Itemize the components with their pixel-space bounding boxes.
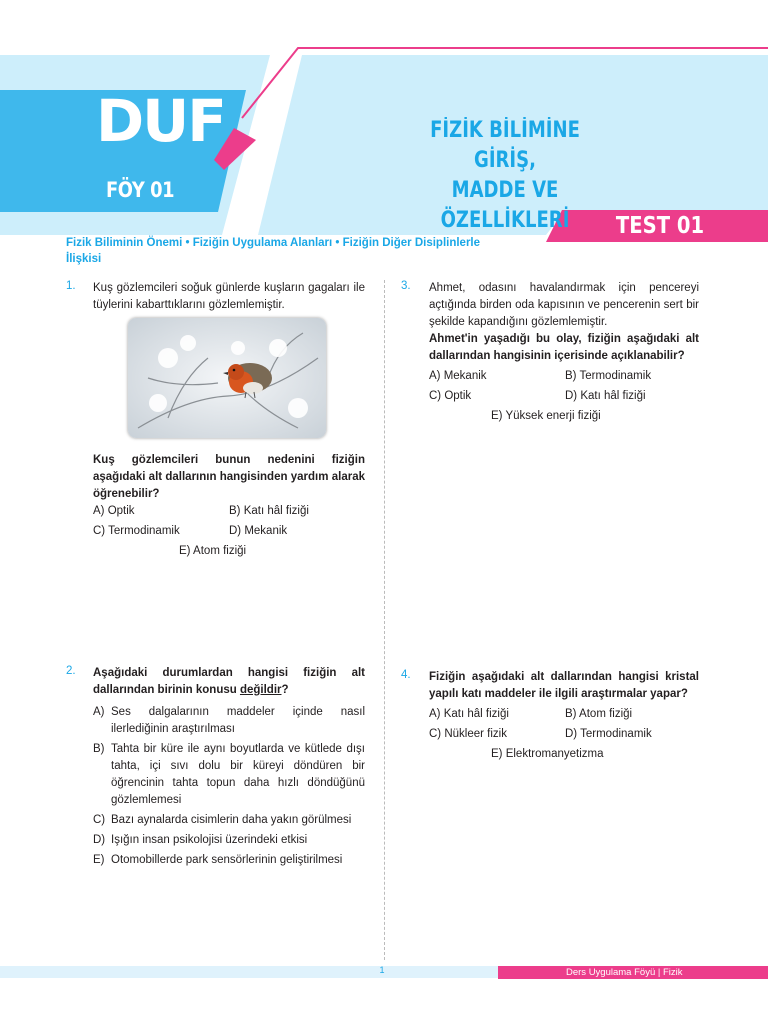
q3-option-d[interactable]: D) Katı hâl fiziği: [565, 390, 646, 402]
test-label: TEST 01: [615, 213, 705, 239]
q3-option-e[interactable]: E) Yüksek enerji fiziği: [491, 410, 601, 422]
q2-option-key: C): [93, 814, 106, 826]
q3-option-c[interactable]: C) Optik: [429, 390, 472, 402]
q3-option-b[interactable]: B) Termodinamik: [565, 370, 652, 382]
q2-option-row[interactable]: [93, 832, 365, 849]
question-1-intro: Kuş gözlemcileri soğuk günlerde kuşların gagaları ile tüylerini kabarttıklarını gözlemlemiştir.: [93, 282, 365, 311]
q2-option-key: E): [93, 854, 105, 866]
q2-option-text: Bazı aynalarda cisimlerin daha yakın görülmesi: [111, 814, 352, 826]
q2-option-text: Tahta bir küre ile aynı boyutlarda ve kütlede dışı tahta, içi sıvı dolu bir küreyi döndüren bir öğrencinin tahta topun daha hızlı döndüğünü gözlemlemesi: [111, 743, 365, 806]
question-2-options: [93, 704, 365, 872]
question-3-options: [429, 366, 719, 426]
q2-option-text: Ses dalgalarının maddeler içinde nasıl ilerlediğinin araştırılması: [111, 706, 365, 735]
q1-option-b[interactable]: B) Katı hâl fiziği: [229, 505, 309, 517]
question-2-emphasis: değildir: [239, 684, 282, 696]
question-3-stem: Ahmet'in yaşadığı bu olay, fiziğin aşağıdaki alt dallarından hangisinin içerisinde açıklanabilir?: [429, 333, 699, 362]
q4-option-b[interactable]: B) Atom fiziği: [565, 708, 633, 720]
question-1-number: 1.: [66, 280, 76, 292]
question-2-stem-end: ?: [281, 684, 289, 696]
robin-on-snowy-branch-image: [128, 318, 326, 438]
topics-line: Fizik Biliminin Önemi • Fiziğin Uygulama Alanları • Fiziğin Diğer Disiplinlerle İlişkisi: [66, 237, 481, 265]
sheet-number: FÖY 01: [106, 178, 175, 202]
q2-option-text: Işığın insan psikolojisi üzerindeki etkisi: [111, 834, 308, 846]
q1-option-a[interactable]: A) Optik: [93, 505, 135, 517]
question-2-stem-text: Aşağıdaki durumlardan hangisi fiziğin alt dallarından birinin konusu: [93, 667, 365, 696]
question-2-number: 2.: [66, 665, 76, 677]
question-4-number: 4.: [401, 669, 411, 681]
question-3-number: 3.: [401, 280, 411, 292]
chapter-title: [403, 116, 608, 236]
chapter-title-line-1: FİZİK BİLİMİNE GİRİŞ,: [430, 118, 580, 173]
q2-option-row[interactable]: [93, 852, 365, 869]
q4-option-c[interactable]: C) Nükleer fizik: [429, 728, 507, 740]
q2-option-row[interactable]: [93, 741, 365, 809]
q1-option-d[interactable]: D) Mekanik: [229, 525, 288, 537]
q2-option-text: Otomobillerde park sensörlerinin geliştirilmesi: [111, 854, 343, 866]
question-4-options: [429, 704, 719, 764]
q2-option-key: A): [93, 706, 105, 718]
book-title: Ders Uygulama Föyü | Fizik: [566, 967, 683, 978]
page-number: 1: [379, 965, 385, 975]
question-1-options: [93, 501, 383, 561]
q2-option-row[interactable]: [93, 704, 365, 738]
question-3-intro: Ahmet, odasını havalandırmak için pencereyi açtığında birden oda kapısının ve pencerenin sert bir şekilde kapandığını gözlemlemiştir.: [429, 282, 699, 328]
footer-bar: [0, 966, 498, 978]
q2-option-key: B): [93, 743, 105, 755]
brand-logo: DUF: [96, 87, 225, 155]
q4-option-e[interactable]: E) Elektromanyetizma: [491, 748, 604, 760]
column-divider: [384, 280, 385, 960]
q2-option-key: D): [93, 834, 106, 846]
q3-option-a[interactable]: A) Mekanik: [429, 370, 487, 382]
q4-option-d[interactable]: D) Termodinamik: [565, 728, 652, 740]
question-1-stem: Kuş gözlemcileri bunun nedenini fiziğin aşağıdaki alt dallarının hangisinden yardım alarak öğrenebilir?: [93, 454, 365, 500]
bird-photo: [128, 318, 326, 438]
q1-option-e[interactable]: E) Atom fiziği: [179, 545, 247, 557]
chapter-title-line-2: MADDE VE ÖZELLİKLERİ: [440, 178, 570, 233]
q1-option-c[interactable]: C) Termodinamik: [93, 525, 180, 537]
question-2-stem: [93, 665, 365, 699]
question-4-stem: Fiziğin aşağıdaki alt dallarından hangisi kristal yapılı katı maddeler ile ilgili araştırmalar yapar?: [429, 671, 699, 700]
q4-option-a[interactable]: A) Katı hâl fiziği: [429, 708, 509, 720]
q2-option-row[interactable]: [93, 812, 365, 829]
